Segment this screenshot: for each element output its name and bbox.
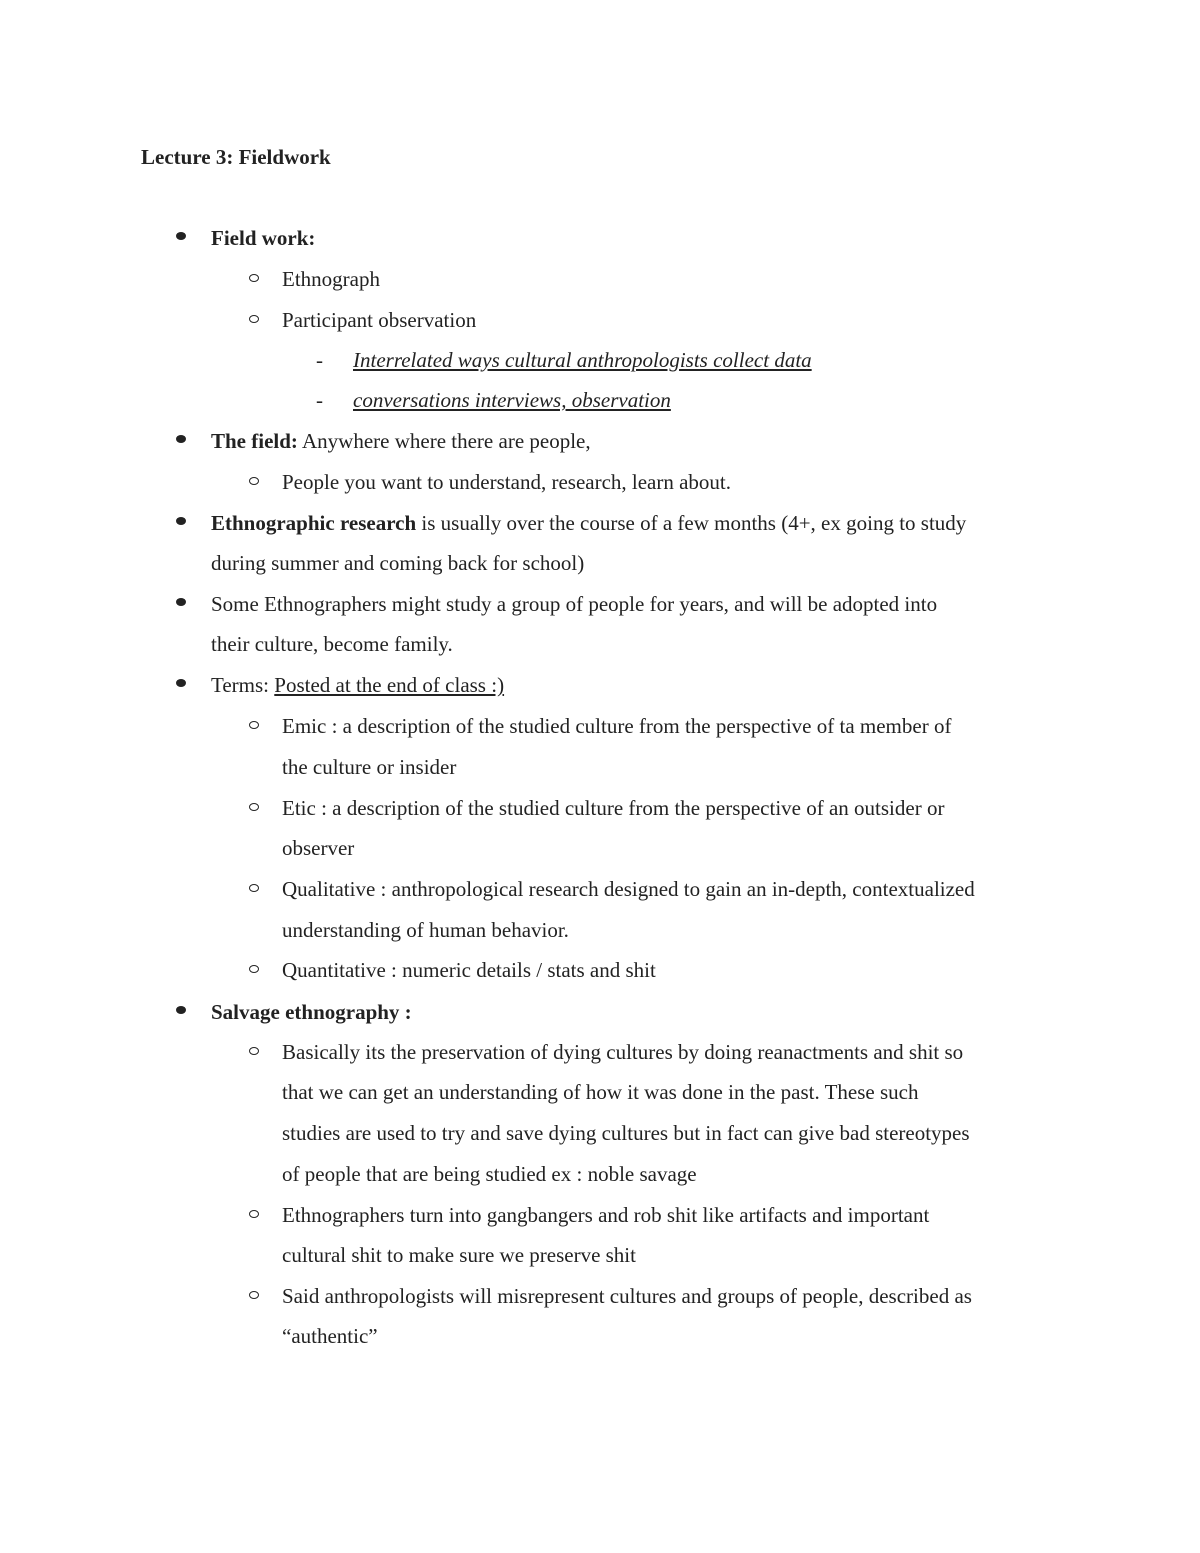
circle-bullet-icon bbox=[248, 265, 262, 279]
bullet-icon bbox=[175, 509, 189, 523]
terms-underlined-text: Posted at the end of class :) bbox=[274, 673, 505, 697]
term-label: The field: bbox=[211, 429, 298, 453]
list-item-continuation: during summer and coming back for school) bbox=[211, 551, 585, 575]
list-item: Some Ethnographers might study a group of people for years, and will be adopted into bbox=[211, 592, 938, 616]
term-text: is usually over the course of a few months (4+, ex going to study bbox=[416, 511, 967, 535]
circle-bullet-icon bbox=[248, 712, 262, 726]
list-item: Ethnographers turn into gangbangers and rob shit like artifacts and important bbox=[282, 1203, 930, 1227]
bullet-icon bbox=[175, 427, 189, 441]
term-label: Ethnographic research bbox=[211, 511, 417, 535]
bullet-icon bbox=[175, 671, 189, 685]
dash-bullet-icon: - bbox=[316, 348, 323, 372]
circle-bullet-icon bbox=[248, 794, 262, 808]
bullet-icon bbox=[175, 590, 189, 604]
list-item: Said anthropologists will misrepresent cultures and groups of people, described as bbox=[282, 1284, 972, 1308]
list-item-ethnographic-research bbox=[211, 509, 966, 537]
list-item-emic: Emic : a description of the studied culture from the perspective of ta member of bbox=[282, 714, 952, 738]
list-item-salvage bbox=[211, 998, 412, 1026]
list-item-continuation: the culture or insider bbox=[282, 755, 457, 779]
dash-bullet-icon: - bbox=[316, 388, 323, 412]
list-item: Ethnograph bbox=[282, 267, 380, 291]
list-item: Basically its the preservation of dying cultures by doing reanactments and shit so bbox=[282, 1040, 964, 1064]
list-item-continuation: that we can get an understanding of how it was done in the past. These such bbox=[282, 1080, 919, 1104]
list-item-continuation: studies are used to try and save dying cultures but in fact can give bad stereotypes bbox=[282, 1121, 970, 1145]
page-title: Lecture 3: Fieldwork bbox=[141, 145, 331, 169]
list-item-quantitative: Quantitative : numeric details / stats and shit bbox=[282, 958, 656, 982]
list-item-continuation: their culture, become family. bbox=[211, 632, 453, 656]
list-item-continuation: observer bbox=[282, 836, 355, 860]
term-text: Anywhere where there are people, bbox=[297, 429, 591, 453]
list-item-terms bbox=[211, 671, 504, 699]
circle-bullet-icon bbox=[248, 956, 262, 970]
bullet-icon bbox=[175, 998, 189, 1012]
list-item-continuation: “authentic” bbox=[282, 1324, 378, 1348]
list-item-continuation: of people that are being studied ex : noble savage bbox=[282, 1162, 697, 1186]
term-label: Terms: bbox=[211, 673, 275, 697]
circle-bullet-icon bbox=[248, 1282, 262, 1296]
circle-bullet-icon bbox=[248, 1201, 262, 1215]
list-item: People you want to understand, research, learn about. bbox=[282, 470, 732, 494]
list-item: Participant observation bbox=[282, 308, 477, 332]
list-item-continuation: cultural shit to make sure we preserve shit bbox=[282, 1243, 636, 1267]
list-item: Interrelated ways cultural anthropologists collect data bbox=[353, 348, 812, 372]
circle-bullet-icon bbox=[248, 1038, 262, 1052]
term-label: Field work: bbox=[211, 226, 316, 250]
list-item: conversations interviews, observation bbox=[353, 388, 671, 412]
circle-bullet-icon bbox=[248, 306, 262, 320]
list-item-the-field bbox=[211, 427, 591, 455]
list-item-etic: Etic : a description of the studied culture from the perspective of an outsider or bbox=[282, 796, 945, 820]
circle-bullet-icon bbox=[248, 875, 262, 889]
list-item-qualitative: Qualitative : anthropological research designed to gain an in-depth, contextualized bbox=[282, 877, 975, 901]
bullet-icon bbox=[175, 224, 189, 238]
term-label: Salvage ethnography : bbox=[211, 1000, 412, 1024]
circle-bullet-icon bbox=[248, 468, 262, 482]
list-item-field-work bbox=[211, 224, 315, 252]
list-item-continuation: understanding of human behavior. bbox=[282, 918, 569, 942]
